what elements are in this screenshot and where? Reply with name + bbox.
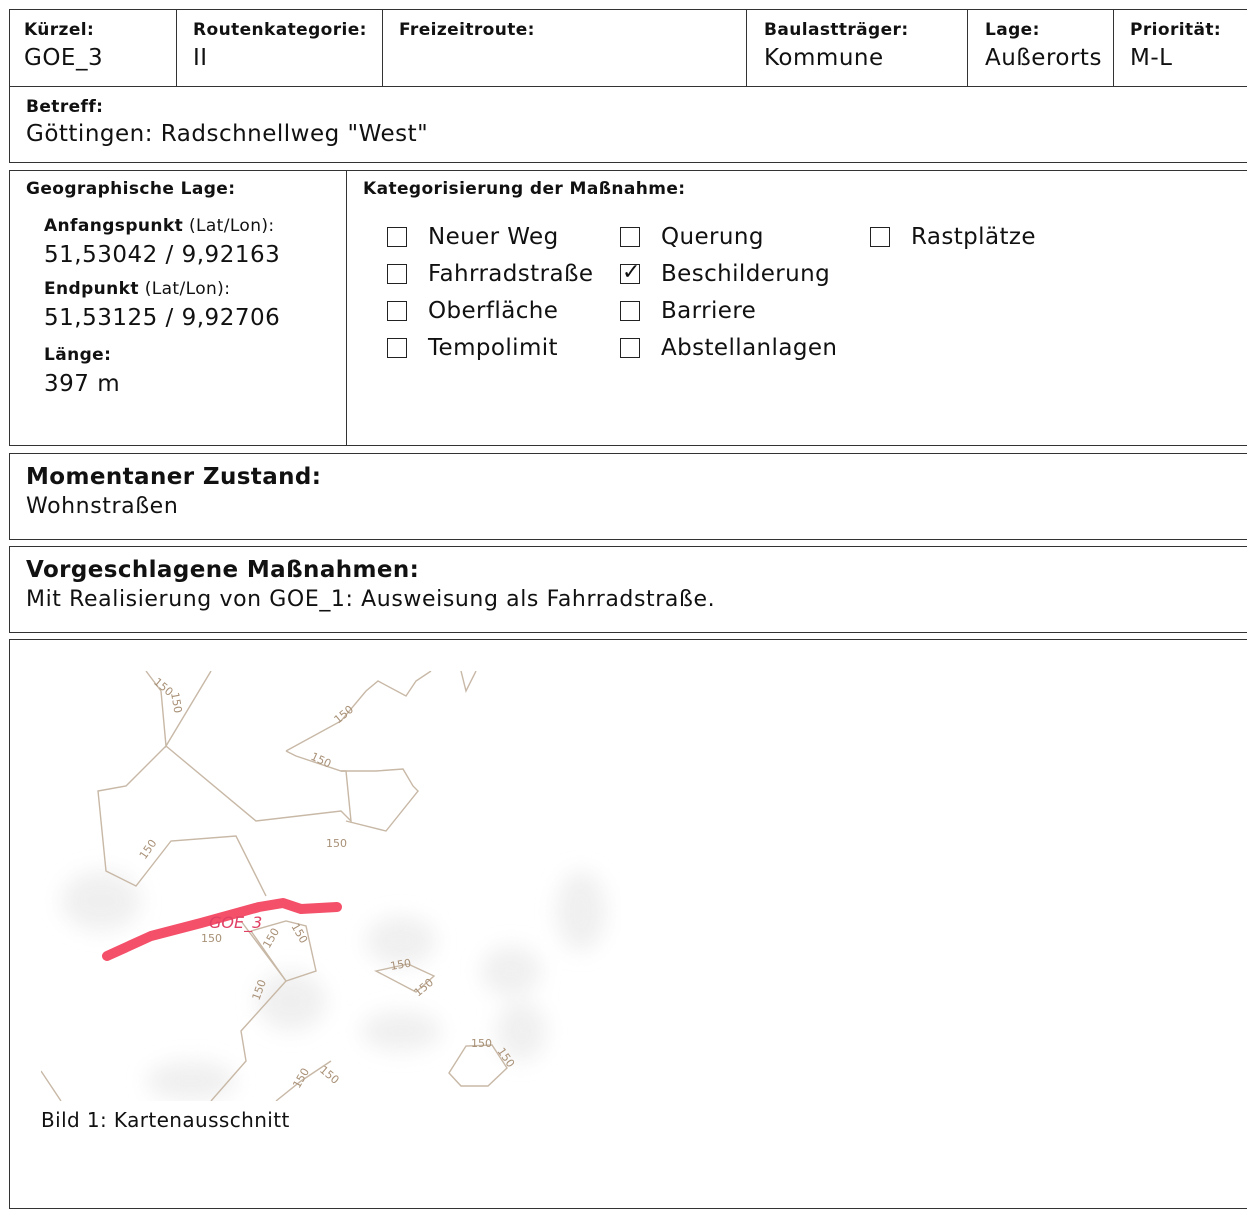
start-point-label: Anfangspunkt (Lat/Lon): [44,216,275,236]
baulasttraeger-cell [747,10,968,86]
baulasttraeger-label: Baulastträger: [764,20,909,40]
routenkategorie-label: Routenkategorie: [193,20,367,40]
contour-label: 150 [290,1065,313,1091]
checkbox-neuer-weg[interactable]: Neuer Weg [387,224,559,250]
contour-label: 150 [308,749,334,771]
kategorisierung-title: Kategorisierung der Maßnahme: [363,179,686,199]
checkbox-oberflaeche[interactable]: Oberfläche [387,298,558,324]
prioritaet-label: Priorität: [1130,20,1222,40]
map-image [41,671,621,1101]
massnahmen-title: Vorgeschlagene Maßnahmen: [26,557,420,583]
geo-title: Geographische Lage: [26,179,236,199]
end-point-value: 51,53125 / 9,92706 [44,305,281,331]
end-point-label: Endpunkt (Lat/Lon): [44,279,231,299]
checkbox-tempolimit[interactable]: Tempolimit [387,335,558,361]
checkbox-box[interactable] [870,227,890,247]
kuerzel-value: GOE_3 [24,45,104,71]
contour-labels [137,675,517,1090]
contour-label: 150 [151,675,176,699]
map-box [9,639,1247,1209]
baulasttraeger-value: Kommune [764,45,884,71]
header-row [9,9,1247,87]
route-label: GOE_3 [209,913,263,932]
length-value: 397 m [44,371,121,397]
contour-label: 150 [471,1037,492,1050]
checkbox-fahrradstrasse[interactable]: Fahrradstraße [387,261,593,287]
geo-cell [10,171,347,445]
contour-label: 150 [326,837,347,850]
contour-label: 150 [317,1063,342,1087]
contour-label: 150 [201,932,222,945]
contour-label: 150 [168,691,185,715]
routenkategorie-value: II [193,45,208,71]
kuerzel-cell [10,10,177,86]
zustand-text: Wohnstraßen [26,494,179,519]
checkbox-box[interactable] [387,227,407,247]
contour-label: 150 [411,975,437,1000]
checkbox-barriere[interactable]: Barriere [620,298,756,324]
contour-label: 150 [288,921,311,946]
checkbox-box[interactable] [620,227,640,247]
massnahmen-text: Mit Realisierung von GOE_1: Ausweisung als Fahrradstraße. [26,587,716,612]
routenkategorie-cell [177,10,383,86]
map-caption: Bild 1: Kartenausschnitt [41,1108,290,1132]
betreff-label: Betreff: [26,97,104,117]
checkbox-box[interactable] [387,301,407,321]
checkbox-box[interactable] [387,264,407,284]
contour-label: 150 [136,837,160,862]
zustand-title: Momentaner Zustand: [26,464,322,490]
contour-label: 150 [494,1045,518,1070]
checkbox-beschilderung[interactable]: ✓ Beschilderung [620,261,830,287]
freizeitroute-cell [383,10,747,86]
lage-value: Außerorts [985,45,1102,71]
kuerzel-label: Kürzel: [24,20,95,40]
freizeitroute-label: Freizeitroute: [399,20,535,40]
checkbox-box[interactable] [620,301,640,321]
lage-cell [968,10,1114,86]
betreff-value: Göttingen: Radschnellweg "West" [26,121,429,147]
contour-label: 150 [389,956,413,973]
lage-label: Lage: [985,20,1040,40]
checkbox-abstellanlagen[interactable]: Abstellanlagen [620,335,837,361]
checkbox-box-checked[interactable] [620,264,640,284]
contour-label: 150 [331,702,357,727]
betreff-box [9,86,1247,163]
checkbox-querung[interactable]: Querung [620,224,764,250]
prioritaet-value: M-L [1130,45,1173,71]
checkbox-box[interactable] [620,338,640,358]
length-label: Länge: [44,345,112,365]
contour-label: 150 [260,925,283,951]
kategorisierung-cell [347,171,1247,445]
checkbox-rastplaetze[interactable]: Rastplätze [870,224,1036,250]
prioritaet-cell [1114,10,1247,86]
lage-kategorie-box [9,170,1247,446]
zustand-box [9,453,1247,540]
start-point-value: 51,53042 / 9,92163 [44,242,281,268]
massnahmen-box [9,546,1247,633]
contour-label: 150 [249,977,270,1003]
checkbox-box[interactable] [387,338,407,358]
